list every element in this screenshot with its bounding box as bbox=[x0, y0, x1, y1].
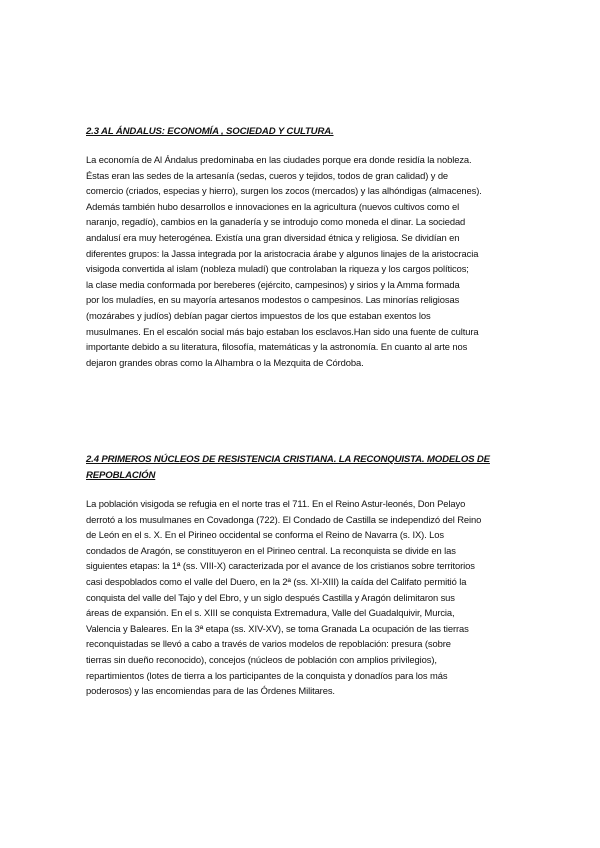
section-paragraph bbox=[86, 496, 522, 699]
section-heading bbox=[86, 124, 522, 140]
paragraph-line: Además también hubo desarrollos e innovaciones en la agricultura (nuevos cultivos como el bbox=[86, 200, 460, 212]
section-al-andalus bbox=[86, 124, 522, 370]
paragraph-line: siguientes etapas: la 1ª (ss. VIII-X) caracterizada por el avance de los cristianos sobre territorios bbox=[86, 560, 475, 572]
paragraph-line: conquista del valle del Tajo y del Ebro, y un siglo después Castilla y Aragón delimitaron sus bbox=[86, 591, 455, 603]
paragraph-line: la clase media conformada por bereberes (ejército, campesinos) y sirios y la Amma formada bbox=[86, 278, 460, 290]
paragraph-line: reconquistadas se llevó a cabo a través de varios modelos de repoblación: presura (sobre bbox=[86, 638, 451, 650]
paragraph-line: La economía de Al Ándalus predominaba en las ciudades porque era donde residía la nobleza. bbox=[86, 154, 472, 165]
paragraph-line: (mozárabes y judíos) debían pagar ciertos impuestos de los que estaban exentos los bbox=[86, 309, 431, 321]
paragraph-line: condados de Aragón, se constituyeron en el Pirineo central. La reconquista se divide en las bbox=[86, 544, 456, 556]
paragraph-line: derrotó a los musulmanes en Covadonga (722). El Condado de Castilla se independizó del Reino bbox=[86, 513, 482, 525]
paragraph-line: por los muladíes, en su mayoría artesanos modestos o campesinos. Las minorías religiosas bbox=[86, 294, 460, 306]
paragraph-line: de León en el s. X. En el Pirineo occidental se conforma el Reino de Navarra (s. IX). Los bbox=[86, 529, 444, 541]
paragraph-line: visigoda convertida al islam (nobleza muladí) que controlaban la riqueza y los cargos políticos; bbox=[86, 263, 469, 275]
paragraph-line: comercio (criados, especias y hierro), surgen los zocos (mercados) y las alhóndigas (almacenes). bbox=[86, 185, 482, 197]
paragraph-line: importante debido a su literatura, filosofía, matemáticas y la astronomía. En cuanto al arte nos bbox=[86, 341, 468, 353]
heading-line: REPOBLACIÓN bbox=[86, 470, 156, 481]
section-paragraph bbox=[86, 152, 522, 370]
paragraph-line: musulmanes. En el escalón social más bajo estaban los esclavos.Han sido una fuente de cultura bbox=[86, 325, 479, 337]
section-heading bbox=[86, 452, 522, 484]
heading-line: 2.4 PRIMEROS NÚCLEOS DE RESISTENCIA CRISTIANA. LA RECONQUISTA. MODELOS DE bbox=[86, 454, 490, 465]
paragraph-line: Éstas eran las sedes de la artesanía (sedas, cueros y tejidos, todos de gran calidad) y de bbox=[86, 169, 449, 181]
paragraph-line: áreas de expansión. En el s. XIII se conquista Extremadura, Valle del Guadalquivir, Murcia, bbox=[86, 607, 455, 619]
heading-line: 2.3 AL ÁNDALUS: ECONOMÍA , SOCIEDAD Y CULTURA. bbox=[86, 126, 334, 137]
paragraph-line: La población visigoda se refugia en el norte tras el 711. En el Reino Astur-leonés, Don Pelayo bbox=[86, 498, 466, 509]
paragraph-line: Valencia y Baleares. En la 3ª etapa (ss. XIV-XV), se toma Granada La ocupación de las tierras bbox=[86, 622, 469, 634]
paragraph-line: naranjo, regadío), cambios en la ganadería y se introdujo como moneda el dinar. La sociedad bbox=[86, 216, 466, 228]
paragraph-line: tierras sin dueño reconocido), concejos (núcleos de población con amplios privilegios), bbox=[86, 653, 437, 665]
paragraph-line: repartimientos (lotes de tierra a los participantes de la conquista y donadíos para los más bbox=[86, 669, 448, 681]
section-reconquista bbox=[86, 452, 522, 699]
paragraph-line: casi despoblados como el valle del Duero, en la 2ª (ss. XI-XIII) la caída del Califato permitió la bbox=[86, 575, 467, 587]
paragraph-line: dejaron grandes obras como la Alhambra o la Mezquita de Córdoba. bbox=[86, 356, 364, 368]
paragraph-line: andalusí era muy heterogénea. Existía una gran diversidad étnica y religiosa. Se dividían en bbox=[86, 231, 460, 243]
paragraph-line: poderosos) y las encomiendas para de las Órdenes Militares. bbox=[86, 685, 335, 697]
paragraph-line: diferentes grupos: la Jassa integrada por la aristocracia árabe y algunos linajes de la aristocracia bbox=[86, 247, 479, 259]
